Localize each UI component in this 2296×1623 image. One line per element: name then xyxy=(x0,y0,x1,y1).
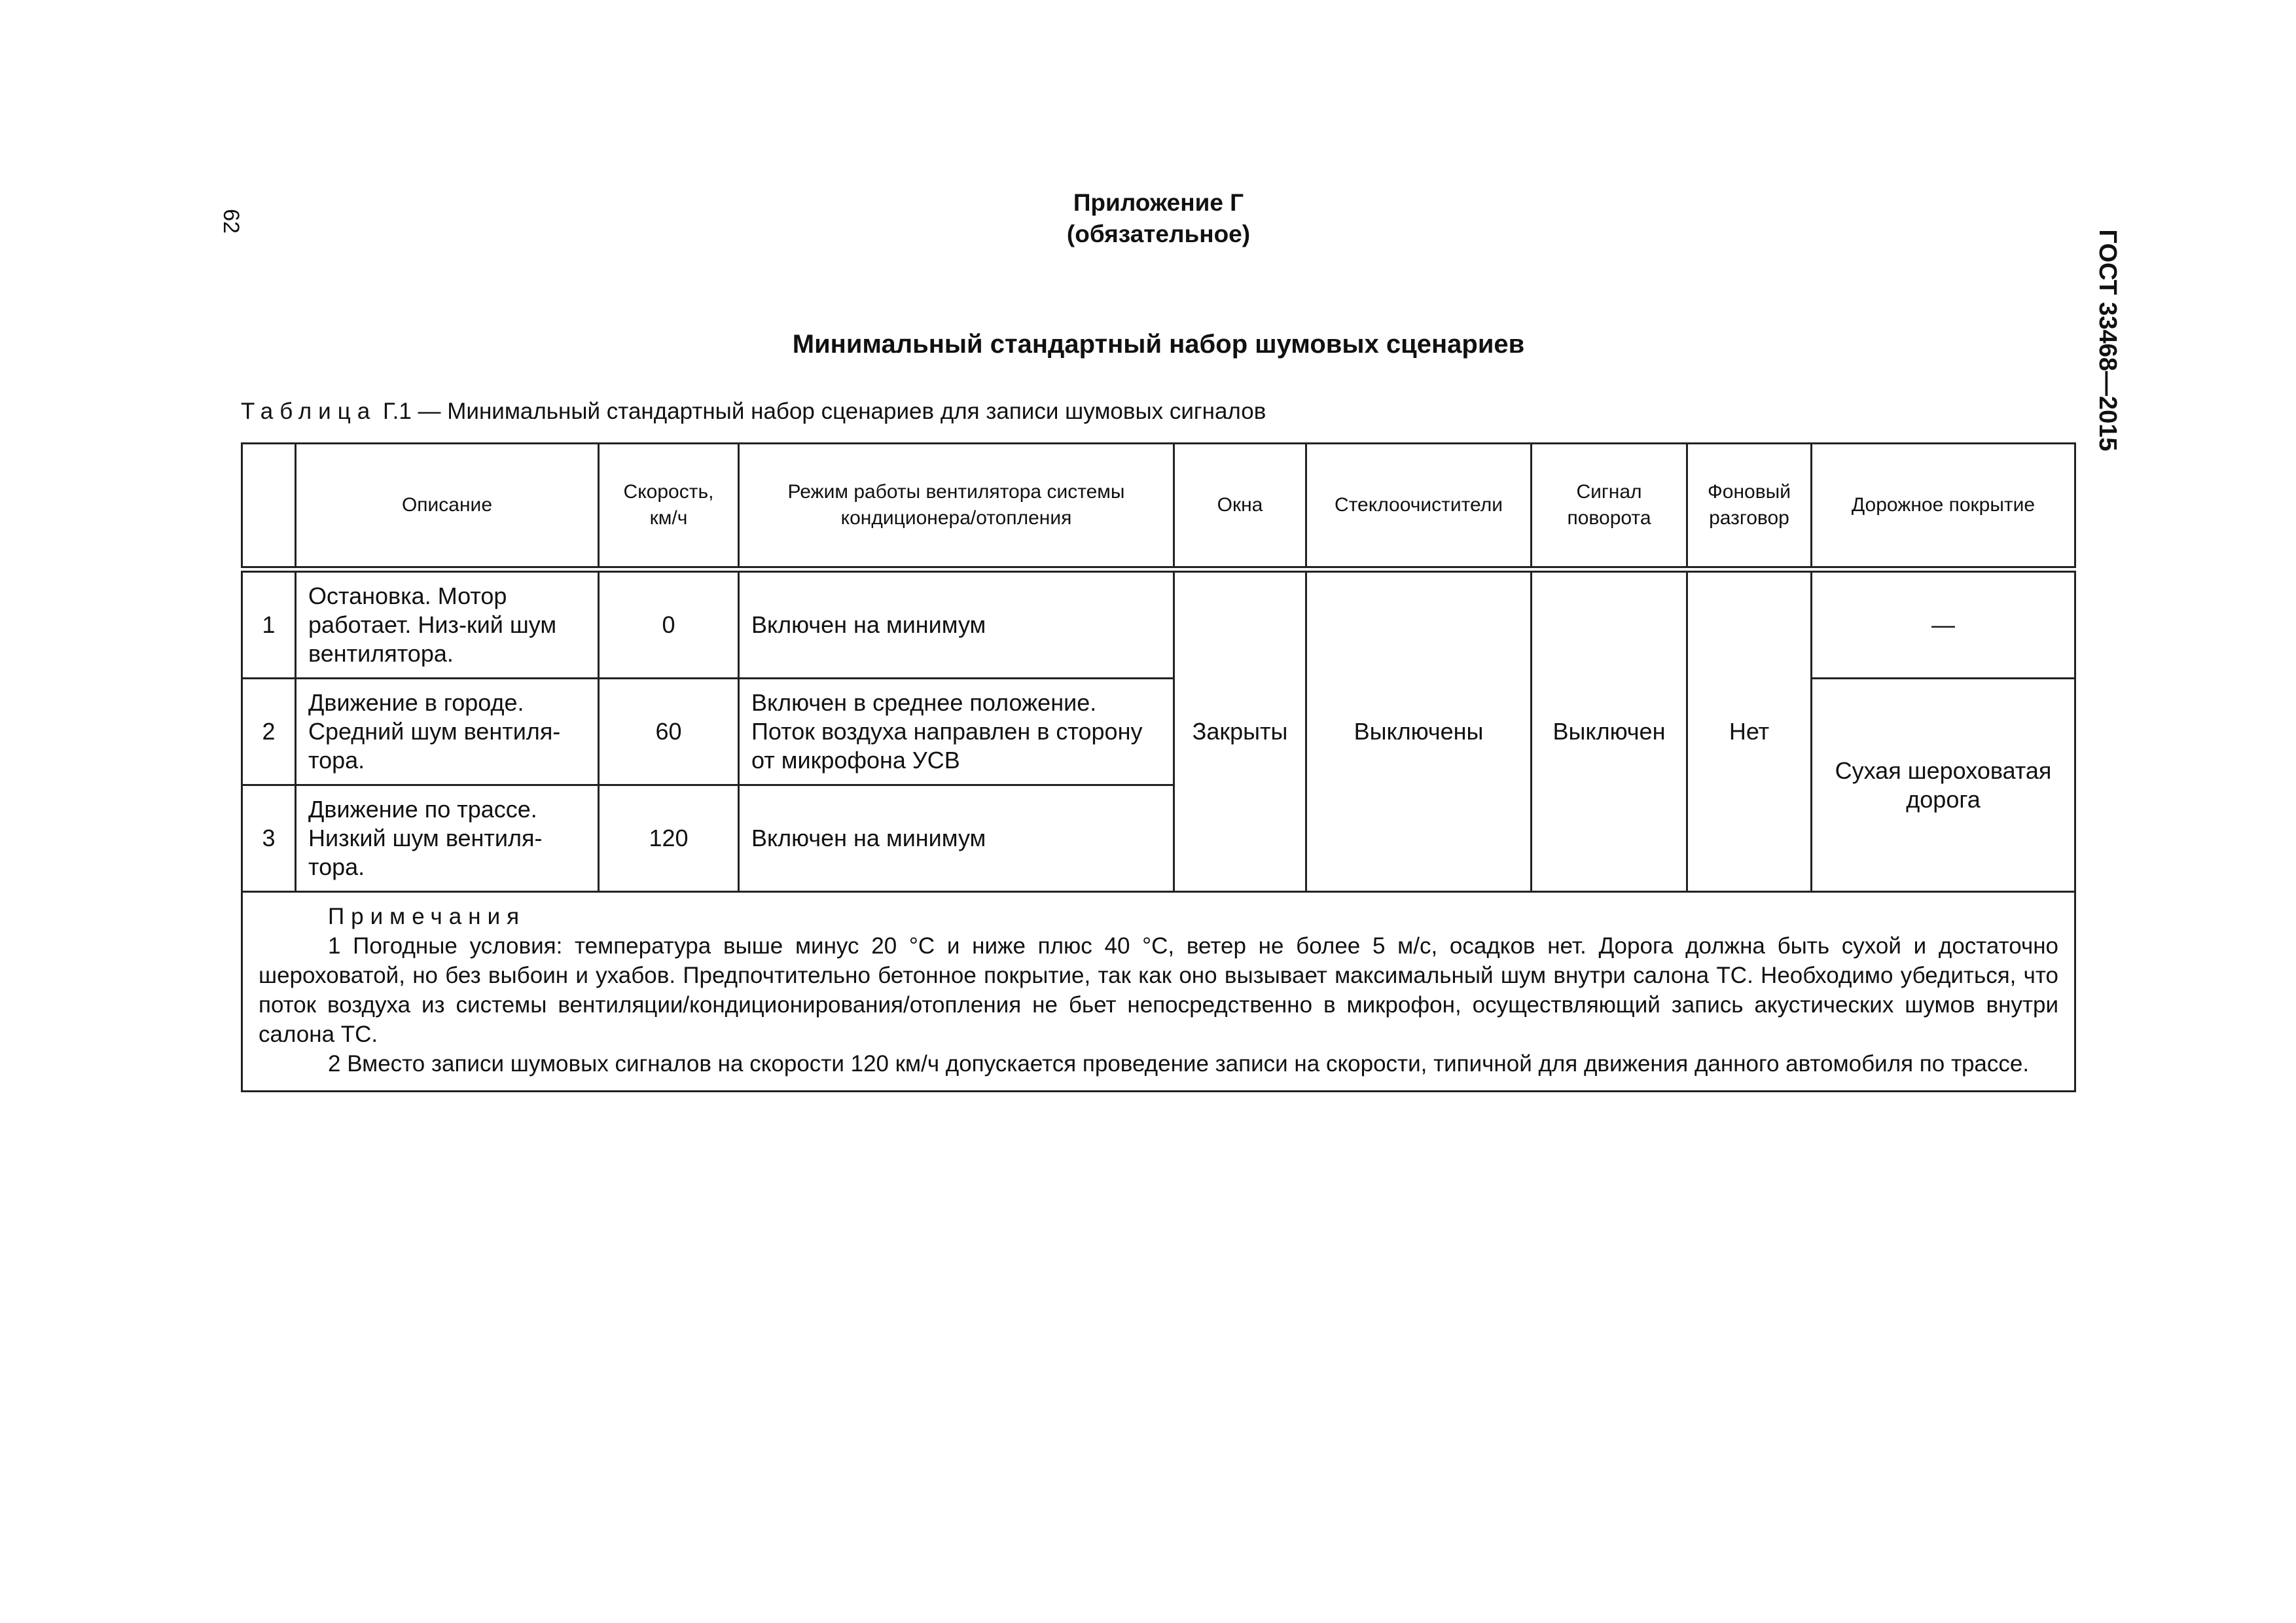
row-num: 2 xyxy=(242,679,296,785)
turn-signal-merged-cell: Выключен xyxy=(1532,569,1687,892)
scenarios-table xyxy=(241,442,2076,1092)
road-surface-merged-cell: Сухая шероховатая дорога xyxy=(1812,679,2075,892)
row-speed: 60 xyxy=(599,679,739,785)
document-code: ГОСТ 33468—2015 xyxy=(2094,229,2121,452)
row-num: 1 xyxy=(242,569,296,679)
row-num: 3 xyxy=(242,785,296,892)
wipers-merged-cell: Выключены xyxy=(1306,569,1532,892)
note-item: 2 Вместо записи шумовых сигналов на скорости 120 км/ч допускается проведение записи на скорости, типичной для движения данного автомобиля по трассе. xyxy=(328,1051,2030,1077)
header-wipers: Стеклоочистители xyxy=(1306,444,1532,570)
notes-heading: Примечания xyxy=(328,904,526,929)
row-fan-mode: Включен на минимум xyxy=(739,785,1174,892)
header-turn-signal: Сигнал поворота xyxy=(1532,444,1687,570)
row-description: Остановка. Мотор работает. Низ-кий шум вентилятора. xyxy=(296,569,599,679)
notes-cell xyxy=(242,892,2075,1092)
row-description: Движение по трассе. Низкий шум вентиля-тора. xyxy=(296,785,599,892)
appendix-title: Приложение Г xyxy=(1073,189,1244,216)
section-title: Минимальный стандартный набор шумовых сценариев xyxy=(792,330,1525,359)
note-item: 1 Погодные условия: температура выше минус 20 °С и ниже плюс 40 °С, ветер не более 5 м/с, осадков нет. Дорога должна быть сухой и достаточно шероховатой, но без выбоин и ухабов. Предпочтительно бетонное покрытие, так как оно вызывает максимальный шум внутри салона ТС. Необходимо убедиться, что поток воздуха из системы вентиляции/кондиционирования/отопления не бьет непосредственно в микрофон, осуществляющий запись акустических шумов внутри салона ТС. xyxy=(259,933,2058,1047)
header-description: Описание xyxy=(296,444,599,570)
table-caption-text: Г.1 — Минимальный стандартный набор сценариев для записи шумовых сигналов xyxy=(376,399,1266,424)
header-background-talk: Фоновый разговор xyxy=(1687,444,1812,570)
page-number: 62 xyxy=(219,209,243,234)
table-header-row xyxy=(242,444,2075,570)
header-speed: Скорость, км/ч xyxy=(599,444,739,570)
header-fan-mode: Режим работы вентилятора системы кондиционера/отопления xyxy=(739,444,1174,570)
table-caption-label: Таблица xyxy=(241,399,377,424)
appendix-heading xyxy=(916,187,1401,250)
row-road-surface: — xyxy=(1812,569,2075,679)
appendix-status: (обязательное) xyxy=(1066,221,1251,247)
row-description: Движение в городе. Средний шум вентиля-тора. xyxy=(296,679,599,785)
header-num xyxy=(242,444,296,570)
table-caption xyxy=(241,397,2073,427)
row-speed: 0 xyxy=(599,569,739,679)
table-row xyxy=(242,569,2075,679)
notes-row xyxy=(242,892,2075,1092)
background-talk-merged-cell: Нет xyxy=(1687,569,1812,892)
row-fan-mode: Включен на минимум xyxy=(739,569,1174,679)
row-speed: 120 xyxy=(599,785,739,892)
row-fan-mode: Включен в среднее положение. Поток воздуха направлен в сторону от микрофона УСВ xyxy=(739,679,1174,785)
windows-merged-cell: Закрыты xyxy=(1174,569,1306,892)
header-windows: Окна xyxy=(1174,444,1306,570)
header-road-surface: Дорожное покрытие xyxy=(1812,444,2075,570)
